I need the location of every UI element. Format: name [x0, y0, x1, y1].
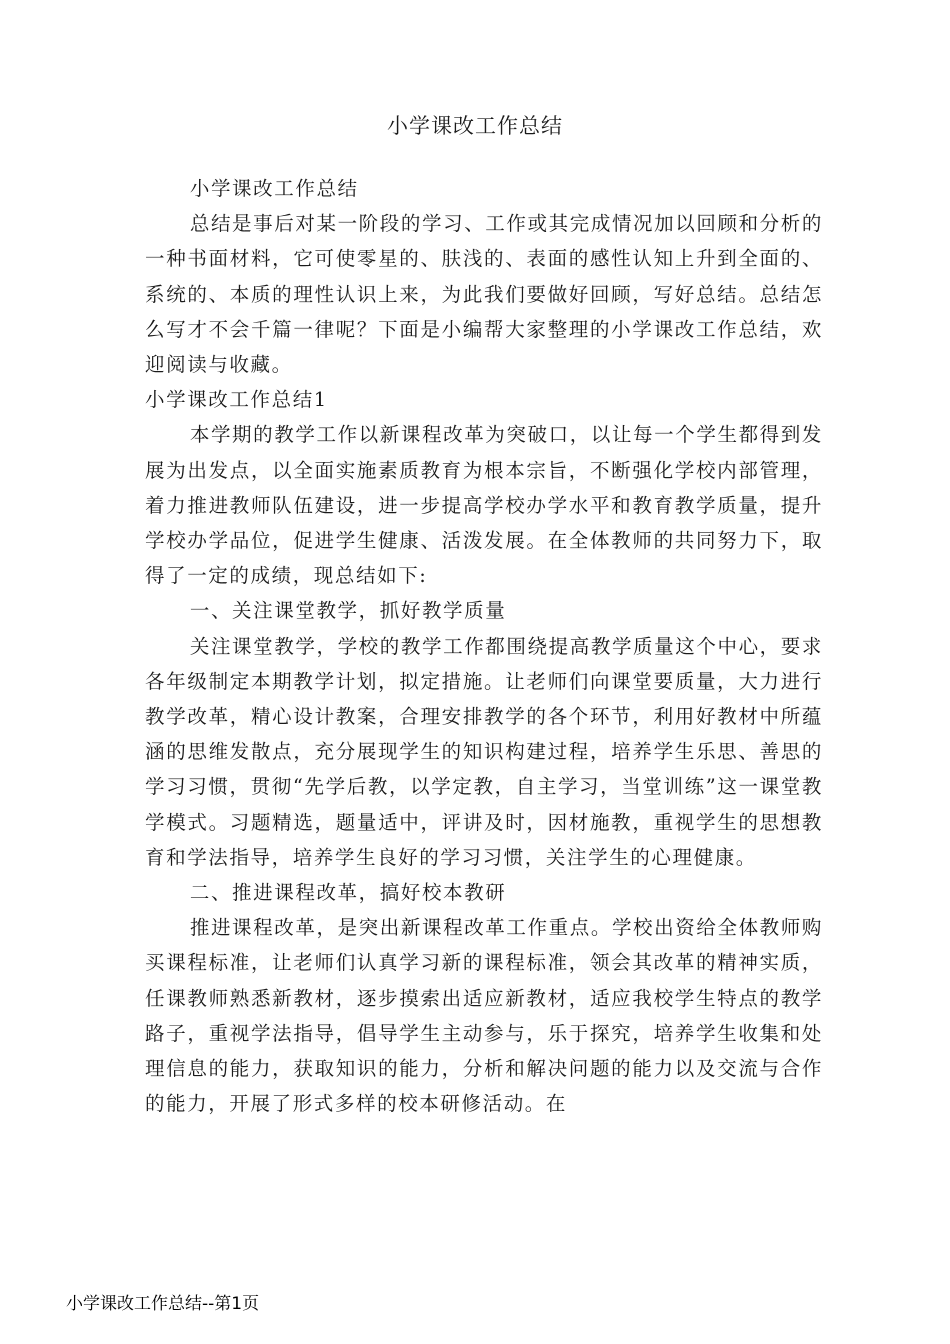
- section-heading: 小学课改工作总结1: [145, 388, 328, 412]
- paragraph: 总结是事后对某一阶段的学习、工作或其完成情况加以回顾和分析的一种书面材料，它可使零星的、肤浅的、表面的感性认知上升到全面的、系统的、本质的理性认识上来，为此我们要做好回顾，写好总结。总结怎么写才不会千篇一律呢？下面是小编帮大家整理的小学课改工作总结，欢迎阅读与收藏。: [145, 212, 823, 377]
- section-heading: 二、推进课程改革，搞好校本教研: [189, 881, 507, 905]
- paragraph: 本学期的教学工作以新课程改革为突破口，以让每一个学生都得到发展为出发点，以全面实施素质教育为根本宗旨，不断强化学校内部管理，着力推进教师队伍建设，进一步提高学校办学水平和教育教学质量，提升学校办学品位，促进学生健康、活泼发展。在全体教师的共同努力下，取得了一定的成绩，现总结如下:: [145, 423, 823, 588]
- paragraph: 小学课改工作总结: [189, 177, 359, 200]
- paragraph: 关注课堂教学，学校的教学工作都围绕提高教学质量这个中心，要求各年级制定本期教学计划，拟定措施。让老师们向课堂要质量，大力进行教学改革，精心设计教案，合理安排教学的各个环节，利用好教材中所蕴涵的思维发散点，充分展现学生的知识构建过程，培养学生乐思、善思的学习习惯，贯彻“先学后教，以学定教，自主学习，当堂训练”这一课堂教学模式。习题精选，题量适中，评讲及时，因材施教，重视学生的思想教育和学法指导，培养学生良好的学习习惯，关注学生的心理健康。: [145, 634, 823, 869]
- document-title: 小学课改工作总结: [387, 114, 563, 138]
- page-footer: 小学课改工作总结--第1页: [66, 1294, 260, 1314]
- document-body: [145, 171, 823, 1121]
- section-heading: 一、关注课堂教学，抓好教学质量: [189, 599, 507, 623]
- paragraph: 推进课程改革，是突出新课程改革工作重点。学校出资给全体教师购买课程标准，让老师们认真学习新的课程标准，领会其改革的精神实质，任课教师熟悉新教材，逐步摸索出适应新教材，适应我校学生特点的教学路子，重视学法指导，倡导学生主动参与，乐于探究，培养学生收集和处理信息的能力，获取知识的能力，分析和解决问题的能力以及交流与合作的能力，开展了形式多样的校本研修活动。在: [145, 916, 823, 1116]
